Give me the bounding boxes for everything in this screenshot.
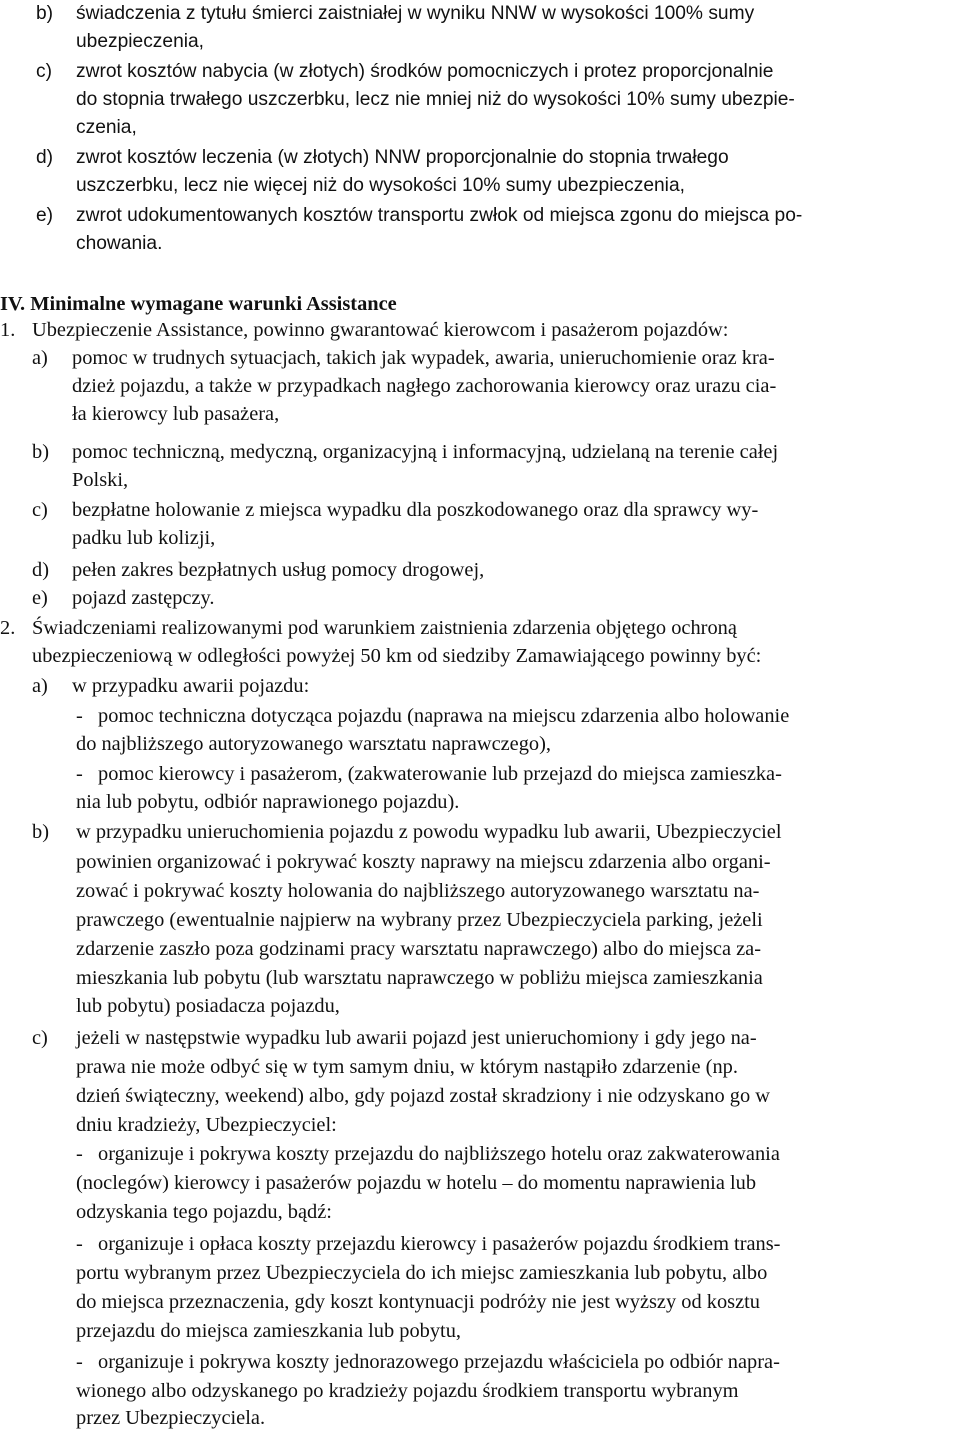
point-intro: Świadczeniami realizowanymi pod warunkiem zaistnienia zdarzenia objętego ochroną <box>32 617 737 639</box>
item-text: dniu kradzieży, Ubezpieczyciel: <box>76 1114 337 1136</box>
item-text: zwrot kosztów nabycia (w złotych) środków pomocniczych i protez proporcjonalnie <box>76 61 774 82</box>
dash-text: organizuje i pokrywa koszty przejazdu do najbliższego hotelu oraz zakwaterowania <box>98 1143 780 1165</box>
item-label: c) <box>32 499 48 521</box>
dash-text: pomoc techniczna dotycząca pojazdu (naprawa na miejscu zdarzenia albo holowanie <box>98 705 790 727</box>
dash-text: organizuje i pokrywa koszty jednorazowego przejazdu właściciela po odbiór napra- <box>98 1351 780 1373</box>
item-text: padku lub kolizji, <box>72 527 216 549</box>
item-label: c) <box>36 61 52 82</box>
dash-mark: - <box>76 705 83 727</box>
item-label: c) <box>32 1027 48 1049</box>
dash-mark: - <box>76 1143 83 1165</box>
item-text: pomoc techniczną, medyczną, organizacyjną i informacyjną, udzielaną na terenie całej <box>72 441 779 463</box>
item-text: w przypadku unieruchomienia pojazdu z powodu wypadku lub awarii, Ubezpieczyciel <box>76 821 782 843</box>
item-label: d) <box>32 559 49 581</box>
item-label: d) <box>36 147 54 168</box>
point-intro: ubezpieczeniową w odległości powyżej 50 km od siedziby Zamawiającego powinny być: <box>32 645 762 667</box>
item-text: powinien organizować i pokrywać koszty naprawy na miejscu zdarzenia albo organi- <box>76 851 771 873</box>
dash-text: nia lub pobytu, odbiór naprawionego pojazdu). <box>76 791 460 813</box>
item-text: zwrot udokumentowanych kosztów transportu zwłok od miejsca zgonu do miejsca po- <box>76 205 803 226</box>
item-label: a) <box>32 347 48 369</box>
item-text: zwrot kosztów leczenia (w złotych) NNW proporcjonalnie do stopnia trwałego <box>76 147 729 168</box>
item-text: prawa nie może odbyć się w tym samym dniu, w którym nastąpiło zdarzenie (np. <box>76 1056 738 1078</box>
item-text: Polski, <box>72 469 129 491</box>
point-number: 1. <box>0 319 16 341</box>
item-text: jeżeli w następstwie wypadku lub awarii pojazd jest unieruchomiony i gdy jego na- <box>76 1027 757 1049</box>
item-text: pomoc w trudnych sytuacjach, takich jak wypadek, awaria, unieruchomienie oraz kra- <box>72 347 775 369</box>
item-text: lub pobytu) posiadacza pojazdu, <box>76 995 340 1017</box>
dash-text: do miejsca przeznaczenia, gdy koszt kontynuacji podróży nie jest wyższy od kosztu <box>76 1291 761 1313</box>
dash-text: przez Ubezpieczyciela. <box>76 1407 266 1429</box>
item-label: b) <box>36 3 54 24</box>
item-text: chowania. <box>76 233 163 254</box>
dash-text: wionego albo odzyskanego po kradzieży pojazdu środkiem transportu wybranym <box>76 1380 739 1402</box>
dash-text: (noclegów) kierowcy i pasażerów pojazdu w hotelu – do momentu naprawienia lub <box>76 1172 757 1194</box>
item-text: pełen zakres bezpłatnych usług pomocy drogowej, <box>72 559 485 581</box>
dash-mark: - <box>76 763 83 785</box>
item-text: do stopnia trwałego uszczerbku, lecz nie mniej niż do wysokości 10% sumy ubezpie- <box>76 89 795 110</box>
point-intro: Ubezpieczenie Assistance, powinno gwarantować kierowcom i pasażerom pojazdów: <box>32 319 729 341</box>
section-heading-text: IV. Minimalne wymagane warunki Assistance <box>0 293 397 315</box>
item-text: mieszkania lub pobytu (lub warsztatu naprawczego w pobliżu miejsca zamieszkania <box>76 967 763 989</box>
item-text: ubezpieczenia, <box>76 31 205 52</box>
dash-mark: - <box>76 1351 83 1373</box>
item-text: uszczerbku, lecz nie więcej niż do wysokości 10% sumy ubezpieczenia, <box>76 175 685 196</box>
item-text: świadczenia z tytułu śmierci zaistniałej w wyniku NNW w wysokości 100% sumy <box>76 3 755 24</box>
item-text: w przypadku awarii pojazdu: <box>72 675 310 697</box>
item-text: czenia, <box>76 117 137 138</box>
item-text: ła kierowcy lub pasażera, <box>72 403 280 425</box>
item-label: b) <box>32 441 49 463</box>
item-label: e) <box>32 587 48 609</box>
dash-text: portu wybranym przez Ubezpieczyciela do ich miejsc zamieszkania lub pobytu, albo <box>76 1262 768 1284</box>
item-text: zować i pokrywać koszty holowania do najbliższego autoryzowanego warsztatu na- <box>76 880 760 902</box>
dash-text: przejazdu do miejsca zamieszkania lub pobytu, <box>76 1320 462 1342</box>
item-text: dzień świąteczny, weekend) albo, gdy pojazd został skradziony i nie odzyskano go w <box>76 1085 771 1107</box>
item-label: a) <box>32 675 48 697</box>
item-text: dzież pojazdu, a także w przypadkach nagłego zachorowania kierowcy oraz urazu cia- <box>72 375 777 397</box>
dash-text: do najbliższego autoryzowanego warsztatu naprawczego), <box>76 733 552 755</box>
item-text: zdarzenie zaszło poza godzinami pracy warsztatu naprawczego) albo do miejsca za- <box>76 938 761 960</box>
dash-text: organizuje i opłaca koszty przejazdu kierowcy i pasażerów pojazdu środkiem trans- <box>98 1233 781 1255</box>
item-text: bezpłatne holowanie z miejsca wypadku dla poszkodowanego oraz dla sprawcy wy- <box>72 499 759 521</box>
item-label: b) <box>32 821 49 843</box>
item-text: pojazd zastępczy. <box>72 587 215 609</box>
dash-text: pomoc kierowcy i pasażerom, (zakwaterowanie lub przejazd do miejsca zamieszka- <box>98 763 782 785</box>
point-number: 2. <box>0 617 16 639</box>
item-label: e) <box>36 205 54 226</box>
item-text: prawczego (ewentualnie najpierw na wybrany przez Ubezpieczyciela parking, jeżeli <box>76 909 763 931</box>
dash-mark: - <box>76 1233 83 1255</box>
dash-text: odzyskania tego pojazdu, bądź: <box>76 1201 332 1223</box>
